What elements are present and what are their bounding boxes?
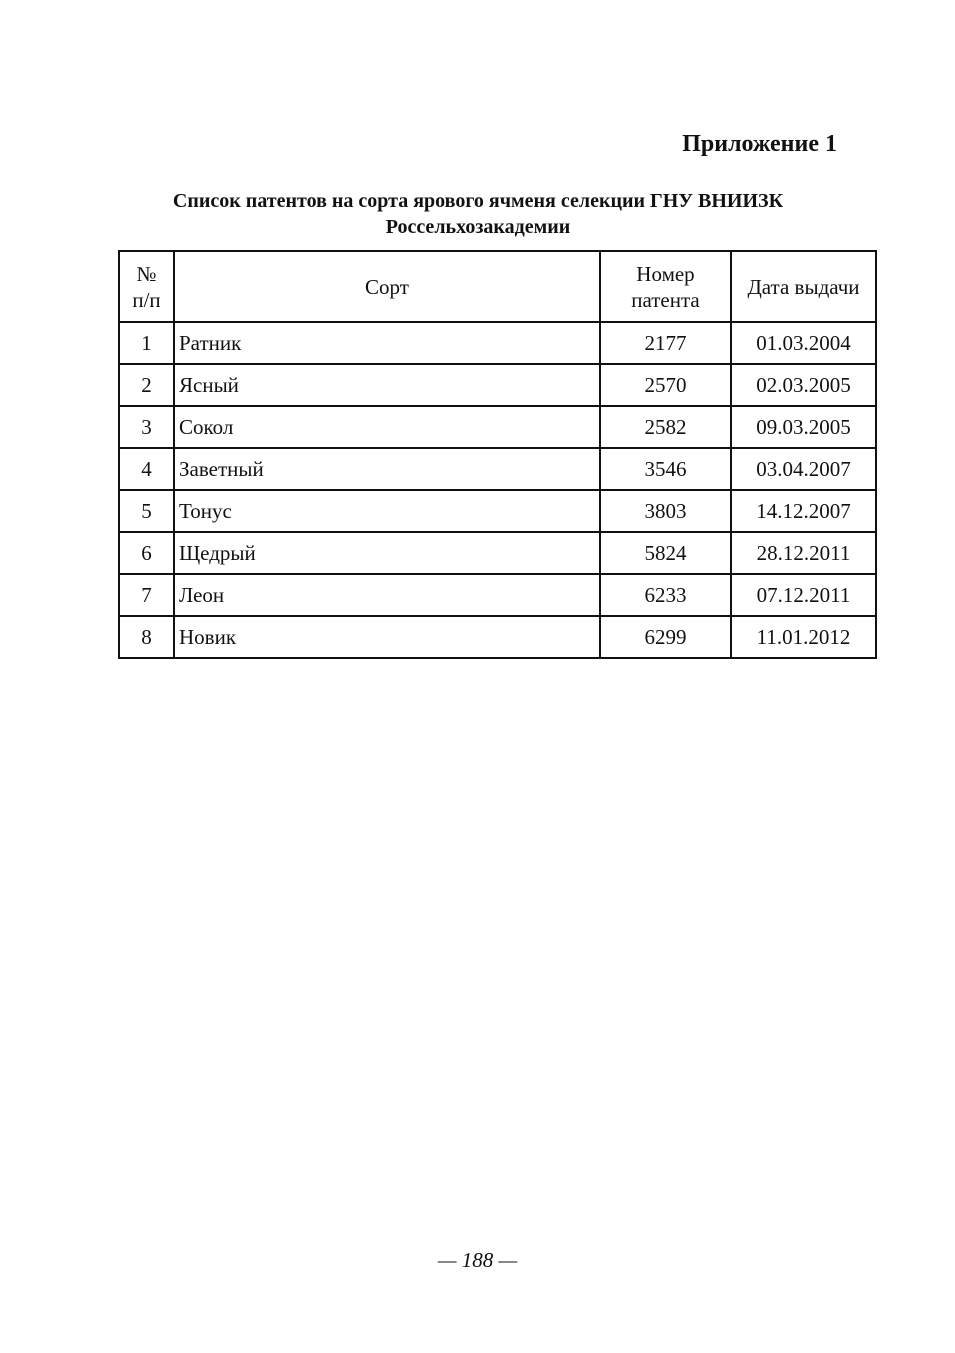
cell-patent-number: 3803 <box>600 490 731 532</box>
cell-number: 7 <box>119 574 174 616</box>
cell-number: 8 <box>119 616 174 658</box>
cell-number: 4 <box>119 448 174 490</box>
header-variety: Сорт <box>174 251 600 322</box>
cell-variety: Новик <box>174 616 600 658</box>
cell-issue-date: 03.04.2007 <box>731 448 876 490</box>
header-number <box>119 251 174 322</box>
cell-variety: Ратник <box>174 322 600 364</box>
table-row <box>119 490 876 532</box>
table-title-line-1: Список патентов на сорта ярового ячменя селекции ГНУ ВНИИЗК <box>172 190 784 212</box>
cell-variety: Ясный <box>174 364 600 406</box>
cell-patent-number: 2570 <box>600 364 731 406</box>
cell-issue-date: 14.12.2007 <box>731 490 876 532</box>
cell-patent-number: 3546 <box>600 448 731 490</box>
cell-number: 1 <box>119 322 174 364</box>
header-patent-line-2: патента <box>631 287 700 312</box>
header-number-line-2: п/п <box>132 287 161 312</box>
header-patent-number <box>600 251 731 322</box>
cell-variety: Сокол <box>174 406 600 448</box>
patents-table <box>118 250 877 659</box>
cell-patent-number: 6299 <box>600 616 731 658</box>
cell-issue-date: 07.12.2011 <box>731 574 876 616</box>
cell-number: 5 <box>119 490 174 532</box>
page-number: — 188 — <box>437 1248 518 1272</box>
table-title <box>118 188 838 240</box>
cell-patent-number: 6233 <box>600 574 731 616</box>
cell-patent-number: 5824 <box>600 532 731 574</box>
cell-number: 2 <box>119 364 174 406</box>
table-row <box>119 574 876 616</box>
appendix-label: Приложение 1 <box>682 131 837 157</box>
cell-issue-date: 01.03.2004 <box>731 322 876 364</box>
cell-issue-date: 02.03.2005 <box>731 364 876 406</box>
cell-variety: Тонус <box>174 490 600 532</box>
table-header-row <box>119 251 876 322</box>
table-title-line-2: Россельхозакадемии <box>385 216 571 238</box>
cell-issue-date: 09.03.2005 <box>731 406 876 448</box>
table-row <box>119 364 876 406</box>
cell-variety: Щедрый <box>174 532 600 574</box>
cell-variety: Леон <box>174 574 600 616</box>
table-row <box>119 616 876 658</box>
cell-issue-date: 11.01.2012 <box>731 616 876 658</box>
header-number-line-1: № <box>136 261 157 286</box>
header-patent-line-1: Номер <box>636 261 695 286</box>
cell-patent-number: 2177 <box>600 322 731 364</box>
table-row <box>119 406 876 448</box>
cell-variety: Заветный <box>174 448 600 490</box>
table-row <box>119 532 876 574</box>
table-row <box>119 322 876 364</box>
table-row <box>119 448 876 490</box>
header-issue-date: Дата выдачи <box>731 251 876 322</box>
cell-issue-date: 28.12.2011 <box>731 532 876 574</box>
cell-patent-number: 2582 <box>600 406 731 448</box>
cell-number: 3 <box>119 406 174 448</box>
cell-number: 6 <box>119 532 174 574</box>
